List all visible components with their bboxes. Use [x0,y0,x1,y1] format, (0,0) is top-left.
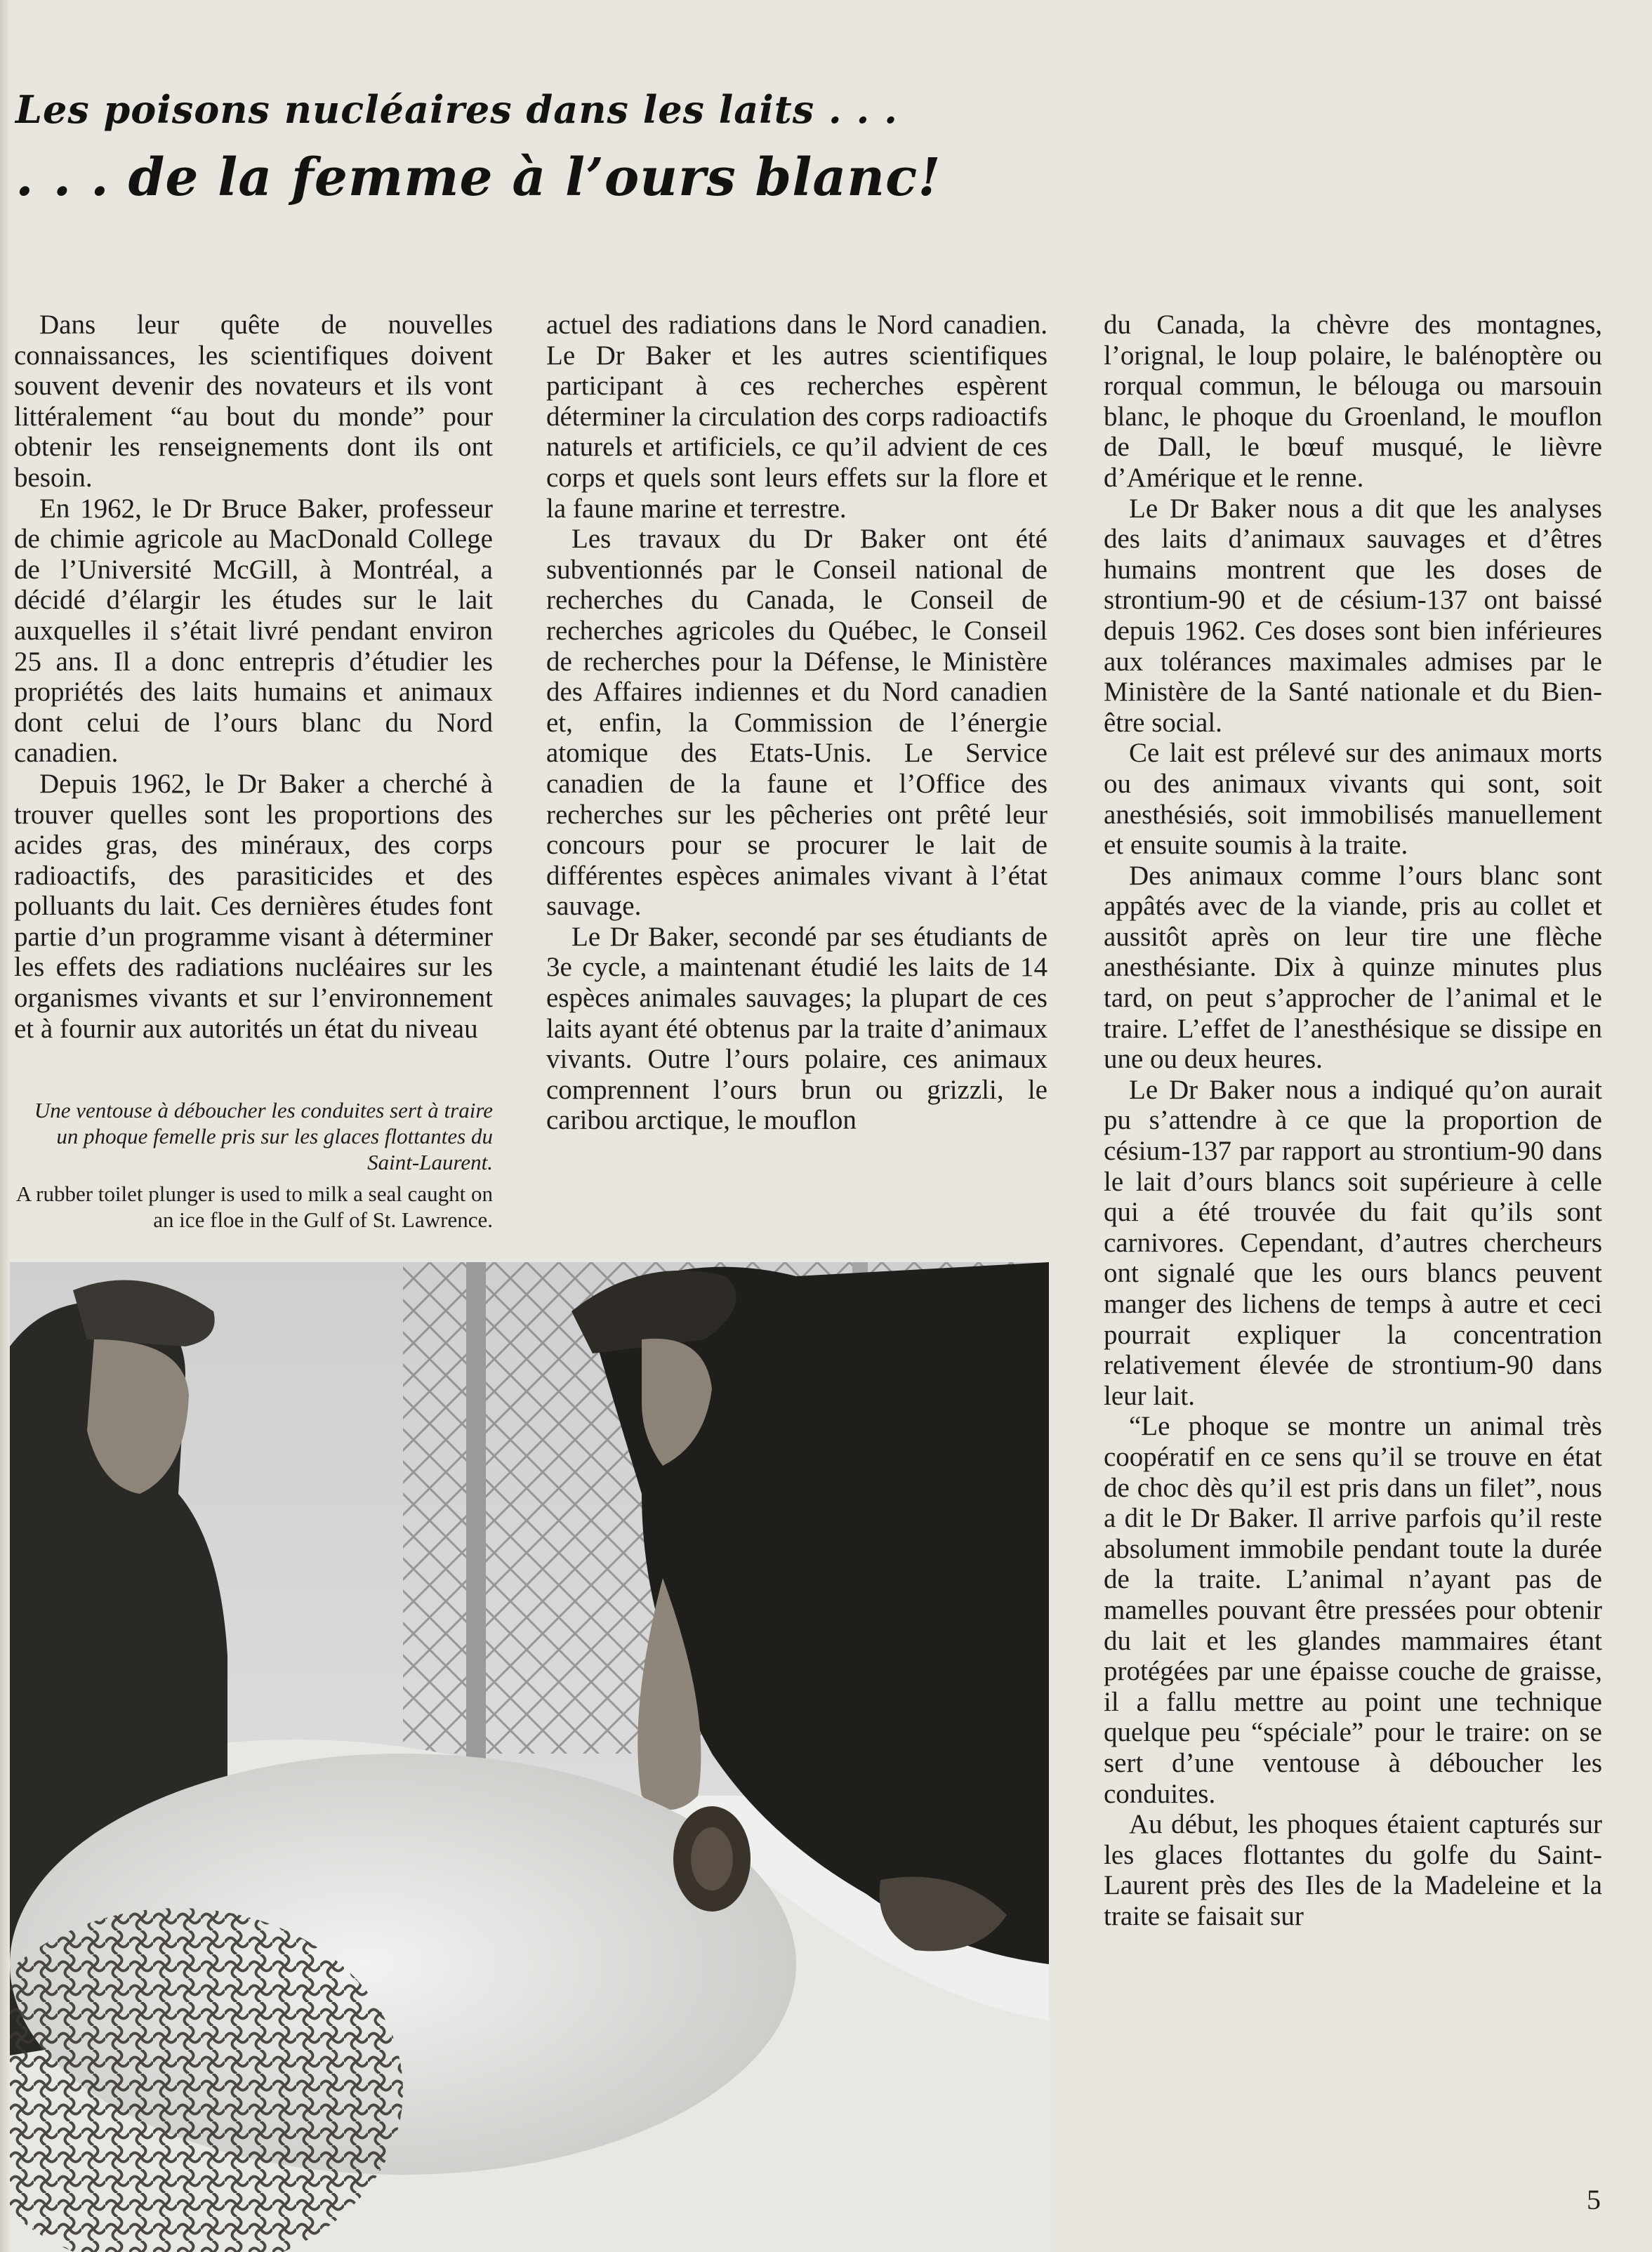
paragraph: Le Dr Baker, secondé par ses étudiants de 3e cycle, a maintenant étudié les laits de 14 espèces animales sauvages; la plupart de ces laits ayant été obtenus par la traite d’animaux vivants. Outre l’ours polaire, ces animaux comprennent l’ours brun ou grizzli, le caribou arctique, le mouflon [546,921,1048,1136]
photo-caption-french: Une ventouse à déboucher les conduites sert à traire un phoque femelle pris sur les glaces flottantes du Saint-Laurent. [34,1098,493,1174]
paragraph: Les travaux du Dr Baker ont été subventionnés par le Conseil national de recherches du Canada, le Conseil de recherches agricoles du Québec, le Conseil de recherches pour la Défense, le Ministère des Affaires indiennes et du Nord canadien et, enfin, la Commission de l’énergie atomique des Etats-Unis. Le Service canadien de la faune et l’Office des recherches sur les pêcheries ont prêté leur concours pour se procurer le lait de différentes espèces animales vivant à l’état sauvage. [546,524,1048,922]
article-column-3 [1104,310,1602,1931]
paragraph: Le Dr Baker nous a dit que les analyses des laits d’animaux sauvages et d’êtres humains montrent que les doses de strontium-90 et de césium-137 ont baissé depuis 1962. Ces doses sont bien inférieures aux tolérances maximales admises par le Ministère de la Santé nationale et du Bien-être social. [1104,493,1602,738]
fence-post [466,1262,486,1768]
paragraph: actuel des radiations dans le Nord canadien. Le Dr Baker et les autres scientifiques participant à ces recherches espèrent déterminer la circulation des corps radioactifs naturels et artificiels, ce qu’il advient de ces corps et quels sont leurs effets sur la flore et la faune marine et terrestre. [546,310,1048,524]
article-column-2 [546,310,1048,1136]
paragraph: Ce lait est prélevé sur des animaux morts ou des animaux vivants qui sont, soit anesthésiés, soit immobilisés manuellement et ensuite soumis à la traite. [1104,738,1602,861]
headline-line-2: . . . de la femme à l’ours blanc! [15,147,941,208]
paragraph: Au début, les phoques étaient capturés sur les glaces flottantes du golfe du Saint-Laurent près des Iles de la Madeleine et la traite se faisait sur [1104,1809,1602,1931]
page-number: 5 [1587,2184,1601,2215]
paragraph: Depuis 1962, le Dr Baker a cherché à trouver quelles sont les proportions des acides gras, des minéraux, des corps radioactifs, des parasiticides et des polluants du lait. Ces dernières études font partie d’un programme visant à déterminer les effets des radiations nucléaires sur les organismes vivants et sur l’environnement et à fournir aux autorités un état du niveau [14,768,493,1044]
page-edge-shadow [0,0,10,2252]
headline-line-1: Les poisons nucléaires dans les laits . . . [15,87,898,133]
paragraph: “Le phoque se montre un animal très coopératif en ce sens qu’il se trouve en état de choc dès qu’il est pris dans un filet”, nous a dit le Dr Baker. Il arrive parfois qu’il reste absolument immobile pendant toute la durée de la traite. L’animal n’ayant pas de mamelles pouvant être pressées pour obtenir du lait et les glandes mammaires étant protégées par une épaisse couche de graisse, il a fallu mettre au point une technique quelque peu “spéciale” pour le traire: on se sert d’une ventouse à déboucher les conduites. [1104,1411,1602,1809]
paragraph: Le Dr Baker nous a indiqué qu’on aurait pu s’attendre à ce que la proportion de césium-137 par rapport au strontium-90 dans le lait d’ours blancs soit supérieure à celle qui a été trouvée du fait qu’ils sont carnivores. Cependant, d’autres chercheurs ont signalé que les ours blancs peuvent manger des lichens de temps à autre et ceci pourrait expliquer la concentration relativement élevée de strontium-90 dans leur lait. [1104,1074,1602,1411]
article-column-1 [14,310,493,1044]
paragraph: du Canada, la chèvre des montagnes, l’orignal, le loup polaire, le balénoptère ou rorqual commun, le bélouga ou marsouin blanc, le phoque du Groenland, le mouflon de Dall, le bœuf musqué, le lièvre d’Amérique et le renne. [1104,310,1602,493]
paragraph: Des animaux comme l’ours blanc sont appâtés avec de la viande, pris au collet et aussitôt après on leur tire une flèche anesthésiante. Dix à quinze minutes plus tard, on peut s’approcher de l’animal et le traire. L’effet de l’anesthésique se dissipe en une ou deux heures. [1104,860,1602,1075]
photo-seal-milking [10,1262,1049,2252]
photo-caption-english: A rubber toilet plunger is used to milk a seal caught on an ice floe in the Gulf of St. Lawrence. [15,1181,493,1232]
paragraph: Dans leur quête de nouvelles connaissances, les scientifiques doivent souvent devenir des novateurs et ils vont littéralement “au bout du monde” pour obtenir les renseignements dont ils ont besoin. [14,310,493,493]
paragraph: En 1962, le Dr Bruce Baker, professeur de chimie agricole au MacDonald College de l’Université McGill, à Montréal, a décidé d’élargir les études sur le lait auxquelles il s’était livré pendant environ 25 ans. Il a donc entrepris d’étudier les propriétés des laits humains et animaux dont celui de l’ours blanc du Nord canadien. [14,493,493,769]
